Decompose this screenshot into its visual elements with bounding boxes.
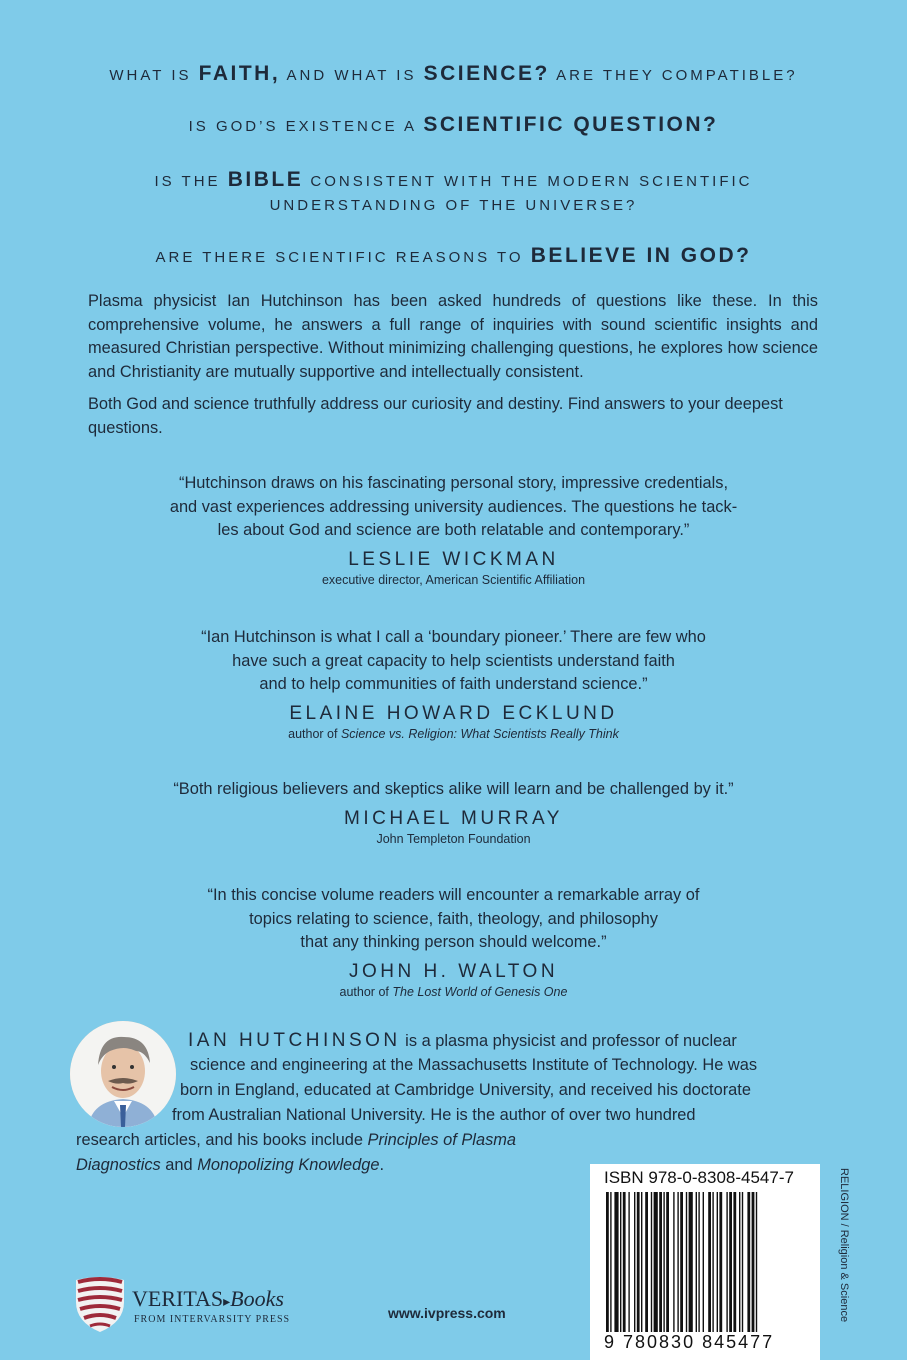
publisher-name: VERITAS▸Books	[132, 1286, 284, 1311]
author-bio-line-6: Diagnostics and Monopolizing Knowledge.	[76, 1156, 385, 1174]
endorsement-line: that any thinking person should welcome.”	[300, 933, 607, 951]
barcode-box	[590, 1164, 820, 1360]
endorsement-line: “Both religious believers and skeptics alike will learn and be challenged by it.”	[173, 780, 734, 798]
barcode-bar	[696, 1192, 697, 1332]
veritas-shield-icon	[72, 1274, 128, 1334]
barcode-bar	[708, 1192, 711, 1332]
endorser-affiliation: author of Science vs. Religion: What Scientists Really Think	[288, 726, 619, 741]
barcode-bar	[739, 1192, 740, 1332]
barcode-bar	[717, 1192, 718, 1332]
barcode-bar	[703, 1192, 704, 1332]
barcode-bar	[686, 1192, 687, 1332]
barcode-bar	[645, 1192, 648, 1332]
endorser-affiliation: John Templeton Foundation	[376, 831, 531, 846]
endorsement-line: and to help communities of faith understand science.”	[259, 675, 648, 693]
endorsement-4	[0, 884, 907, 999]
blurb-paragraph-2: Both God and science truthfully address our curiosity and destiny. Find answers to your deepest questions.	[88, 395, 783, 437]
barcode-bar	[651, 1192, 652, 1332]
barcode-bar	[606, 1192, 609, 1332]
barcode-bar	[680, 1192, 683, 1332]
barcode-bar	[677, 1192, 678, 1332]
barcode-bar	[614, 1192, 618, 1332]
blurb-paragraph-1: Plasma physicist Ian Hutchinson has been asked hundreds of questions like these. In this comprehensive volume, he answers a full range of inquiries with sound scientific insights and measured Christian perspective. Without minimizing challenging questions, he explores how science and Christianity are mutually supportive and intellectually consistent.	[88, 292, 818, 381]
endorsement-1	[0, 472, 907, 587]
barcode-bar	[628, 1192, 629, 1332]
publisher-subtitle: FROM INTERVARSITY PRESS	[134, 1314, 291, 1325]
author-name: IAN HUTCHINSON	[188, 1030, 401, 1051]
barcode-bar	[712, 1192, 713, 1332]
endorsement-line: have such a great capacity to help scientists understand faith	[232, 651, 675, 670]
barcode-bar	[733, 1192, 736, 1332]
barcode-bar	[726, 1192, 727, 1332]
author-bio-line-4: from Australian National University. He is the author of over two hundred	[172, 1106, 696, 1124]
barcode-bar	[698, 1192, 699, 1332]
question-4: ARE THERE SCIENTIFIC REASONS TO BELIEVE IN GOD?	[155, 244, 752, 267]
barcode-bar	[634, 1192, 635, 1332]
barcode-bar	[747, 1192, 750, 1332]
barcode-bar	[673, 1192, 674, 1332]
barcode-bar	[610, 1192, 611, 1332]
endorser-name: ELAINE HOWARD ECKLUND	[289, 702, 618, 724]
blurb	[88, 290, 818, 440]
question-1: WHAT IS FAITH, AND WHAT IS SCIENCE? ARE THEY COMPATIBLE?	[109, 62, 798, 85]
barcode-bar	[637, 1192, 640, 1332]
endorser-name: MICHAEL MURRAY	[344, 807, 563, 829]
endorsement-line: “In this concise volume readers will encounter a remarkable array of	[207, 886, 700, 904]
endorsement-line: and vast experiences addressing university audiences. The questions he tack-	[169, 497, 738, 516]
author-photo	[70, 1021, 176, 1127]
barcode-bar	[654, 1192, 658, 1332]
endorsement-line: topics relating to science, faith, theology, and philosophy	[249, 909, 658, 928]
category-label: RELIGION / Religion & Science	[838, 1168, 850, 1323]
barcode-bar	[689, 1192, 693, 1332]
author-bio-line-1: IAN HUTCHINSON is a plasma physicist and professor of nuclear	[188, 1030, 737, 1051]
barcode-bar	[666, 1192, 669, 1332]
isbn-number: ISBN 978-0-8308-4547-7	[604, 1168, 794, 1187]
question-3: IS THE BIBLE CONSISTENT WITH THE MODERN SCIENTIFIC UNDERSTANDING OF THE UNIVERSE?	[154, 168, 753, 214]
author-bio-line-2: science and engineering at the Massachusetts Institute of Technology. He was	[190, 1056, 758, 1074]
barcode-bar	[623, 1192, 626, 1332]
endorsement-line: “Hutchinson draws on his fascinating personal story, impressive credentials,	[178, 474, 729, 492]
endorser-name: LESLIE WICKMAN	[348, 548, 559, 570]
barcode-bar	[742, 1192, 743, 1332]
barcode-icon	[604, 1192, 809, 1332]
endorsement-3	[0, 778, 907, 846]
author-bio-line-3: born in England, educated at Cambridge University, and received his doctorate	[180, 1081, 751, 1099]
endorser-name: JOHN H. WALTON	[348, 960, 559, 982]
endorser-affiliation: author of The Lost World of Genesis One	[339, 984, 568, 999]
barcode-bar	[641, 1192, 642, 1332]
barcode-bar	[756, 1192, 757, 1332]
barcode-bar	[752, 1192, 755, 1332]
publisher-logo	[72, 1274, 332, 1334]
barcode-bar	[719, 1192, 722, 1332]
question-2: IS GOD’S EXISTENCE A SCIENTIFIC QUESTION?	[188, 113, 719, 136]
barcode-bar	[663, 1192, 664, 1332]
author-bio-line-5: research articles, and his books include Principles of Plasma	[76, 1131, 517, 1149]
barcode-bar	[729, 1192, 732, 1332]
endorsement-line: “Ian Hutchinson is what I call a ‘boundary pioneer.’ There are few who	[201, 628, 706, 646]
publisher-url: www.ivpress.com	[388, 1305, 506, 1321]
barcode-number: 9 780830 845477	[604, 1332, 775, 1352]
endorsement-line: les about God and science are both relatable and contemporary.”	[217, 521, 690, 539]
endorser-affiliation: executive director, American Scientific Affiliation	[321, 572, 586, 587]
barcode-bar	[620, 1192, 621, 1332]
endorsement-2	[0, 626, 907, 741]
barcode-bar	[659, 1192, 662, 1332]
